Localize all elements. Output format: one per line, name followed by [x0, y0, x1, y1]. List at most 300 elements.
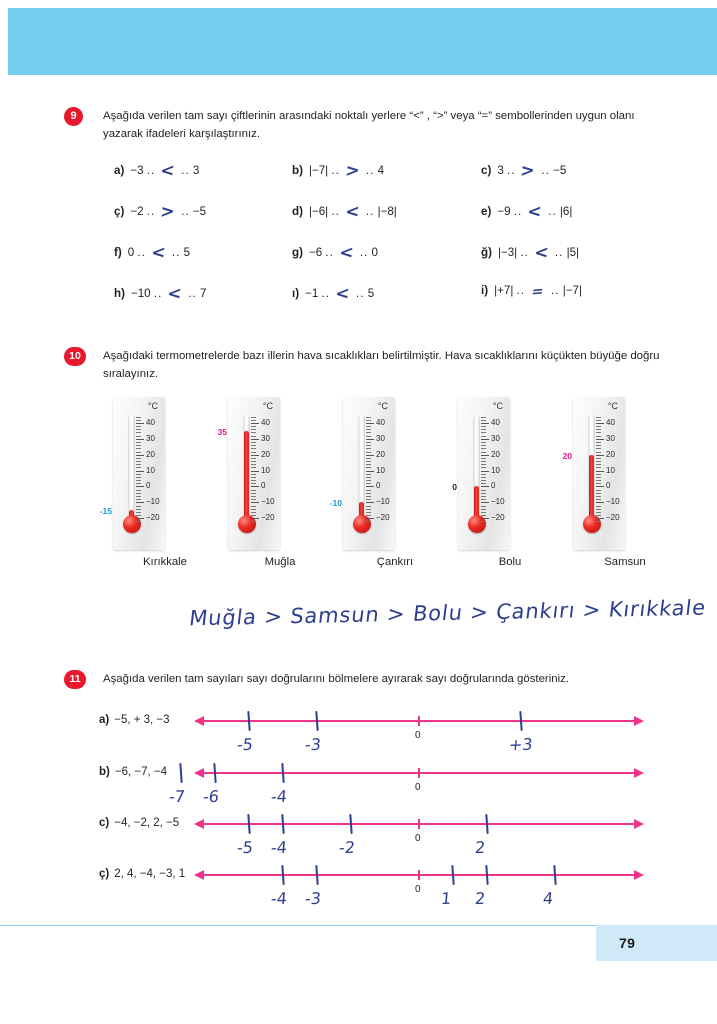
arrow-left-icon — [194, 716, 204, 726]
zero-label: 0 — [415, 730, 421, 741]
right-operand: −5 — [553, 164, 567, 177]
tick-minor — [251, 461, 256, 462]
tick-minor — [136, 496, 141, 497]
dotted-blank[interactable]: .. < .. — [137, 242, 181, 264]
tick-major — [596, 455, 604, 456]
tick-major — [596, 518, 604, 519]
number-line-label — [99, 817, 179, 829]
tick-minor — [481, 467, 486, 468]
left-operand: |−3| — [497, 246, 518, 259]
right-operand: 4 — [377, 164, 385, 177]
arrow-left-icon — [194, 819, 204, 829]
zero-label: 0 — [415, 782, 421, 793]
scale-label: 10 — [261, 465, 270, 475]
tick-minor — [366, 464, 371, 465]
thermometer-çankırı — [329, 397, 414, 568]
tick-minor — [596, 429, 601, 430]
scale-label: −10 — [376, 497, 390, 507]
dotted-blank[interactable]: .. < .. — [153, 283, 197, 305]
thermometer-card — [99, 397, 165, 550]
temperature-scale — [596, 415, 622, 523]
left-operand: |+7| — [494, 284, 514, 297]
zero-tick — [418, 870, 420, 880]
tick-minor — [596, 483, 601, 484]
dotted-blank[interactable]: .. > .. — [146, 201, 190, 223]
tick-minor — [481, 436, 486, 437]
tick-minor — [251, 509, 256, 510]
right-operand: 5 — [183, 246, 191, 259]
comparison-item-a — [103, 161, 292, 202]
tick-minor — [366, 458, 371, 459]
number-list: 2, 4, −4, −3, 1 — [114, 868, 186, 880]
tick-minor — [596, 506, 601, 507]
temperature-scale — [366, 415, 392, 523]
tick-minor — [136, 506, 141, 507]
tick-minor — [251, 420, 256, 421]
handwritten-number: -7 — [168, 786, 186, 807]
tick-minor — [136, 461, 141, 462]
tick-major — [251, 518, 259, 519]
tick-major — [596, 471, 604, 472]
celsius-unit: °C — [147, 401, 158, 411]
scale-label: 40 — [261, 417, 270, 427]
arrow-right-icon — [634, 716, 644, 726]
tick-minor — [481, 458, 486, 459]
tick-major — [251, 471, 259, 472]
tick-minor — [481, 461, 486, 462]
handwritten-answer: < — [344, 201, 362, 223]
number-line-label — [99, 766, 167, 778]
dotted-blank[interactable]: .. < .. — [513, 201, 557, 223]
item-label: c) — [481, 164, 492, 177]
tick-minor — [251, 448, 256, 449]
handwritten-answer: < — [166, 283, 185, 305]
question-9-badge: 9 — [64, 107, 83, 126]
tick-minor — [366, 417, 371, 418]
scale-label: 20 — [146, 449, 155, 459]
tick-major — [596, 423, 604, 424]
tick-minor — [251, 467, 256, 468]
city-label: Bolu — [498, 556, 522, 568]
arrow-left-icon — [194, 768, 204, 778]
handwritten-number: -3 — [304, 734, 322, 755]
tick-minor — [596, 442, 601, 443]
temperature-value-label: -15 — [99, 506, 112, 517]
item-label: f) — [114, 246, 122, 259]
number-list: −6, −7, −4 — [114, 766, 167, 778]
tick-minor — [481, 512, 486, 513]
dotted-blank[interactable]: .. < .. — [321, 283, 365, 305]
handwritten-answer: > — [159, 201, 177, 223]
handwritten-tick — [451, 865, 454, 885]
comparison-item-d — [292, 202, 481, 243]
left-operand: −1 — [305, 287, 319, 300]
handwritten-tick — [213, 763, 216, 783]
item-label: a) — [99, 714, 110, 726]
tick-minor — [481, 483, 486, 484]
comparison-item-e — [481, 202, 661, 243]
tick-minor — [596, 512, 601, 513]
temperature-scale — [136, 415, 162, 523]
left-operand: −3 — [130, 164, 144, 177]
tick-minor — [596, 452, 601, 453]
tick-minor — [481, 506, 486, 507]
right-operand: |−7| — [562, 284, 582, 297]
tick-minor — [481, 499, 486, 500]
zero-tick — [418, 819, 420, 829]
question-11-badge: 11 — [64, 670, 86, 689]
handwritten-number: -4 — [270, 786, 288, 807]
handwritten-tick — [485, 814, 488, 834]
tick-minor — [136, 467, 141, 468]
tick-minor — [251, 445, 256, 446]
tick-minor — [481, 496, 486, 497]
thermometer-row — [99, 397, 646, 587]
scale-label: 10 — [491, 465, 500, 475]
tick-minor — [251, 452, 256, 453]
tick-minor — [366, 474, 371, 475]
temperature-value-label: 35 — [217, 426, 227, 437]
tick-minor — [136, 509, 141, 510]
left-operand: −10 — [130, 287, 151, 300]
axis-line — [203, 874, 635, 909]
celsius-unit: °C — [377, 401, 388, 411]
tick-major — [596, 439, 604, 440]
tick-minor — [481, 432, 486, 433]
tick-minor — [596, 480, 601, 481]
zero-tick — [418, 768, 420, 778]
tick-minor — [251, 521, 256, 522]
thermometer-muğla — [217, 397, 296, 568]
right-operand: 5 — [367, 287, 375, 300]
tick-minor — [481, 509, 486, 510]
tick-minor — [251, 429, 256, 430]
axis-line — [203, 823, 635, 858]
tick-major — [366, 486, 374, 487]
tick-minor — [251, 480, 256, 481]
thermometer-bolu — [452, 397, 522, 568]
handwritten-tick — [247, 814, 250, 834]
mercury-column — [589, 455, 594, 523]
scale-label: 30 — [261, 433, 270, 443]
tick-minor — [251, 490, 256, 491]
tick-minor — [481, 521, 486, 522]
comparison-row — [103, 284, 683, 325]
tick-major — [251, 455, 259, 456]
tick-minor — [596, 521, 601, 522]
tick-minor — [596, 509, 601, 510]
celsius-unit: °C — [492, 401, 503, 411]
handwritten-number: -5 — [236, 734, 254, 755]
number-line-a — [0, 708, 717, 760]
tick-minor — [366, 506, 371, 507]
question-9-text: Aşağıda verilen tam sayı çiftlerinin arasındaki noktalı yerlere “<” , “>” veya “=” sembollerinden uygun olanı yazarak ifadeleri karşılaştırınız. — [103, 110, 635, 141]
tick-minor — [366, 509, 371, 510]
tick-minor — [596, 490, 601, 491]
scale-label: −10 — [606, 497, 620, 507]
celsius-unit: °C — [607, 401, 618, 411]
city-label: Samsun — [604, 556, 646, 568]
tick-major — [481, 471, 489, 472]
item-label: i) — [481, 284, 489, 297]
tick-minor — [366, 499, 371, 500]
tick-minor — [366, 515, 371, 516]
tick-minor — [136, 436, 141, 437]
tick-minor — [366, 429, 371, 430]
comparison-item-ç — [103, 202, 292, 243]
scale-label: −10 — [146, 497, 160, 507]
handwritten-answer: < — [150, 242, 168, 264]
handwritten-number: -5 — [236, 837, 254, 858]
zero-label: 0 — [415, 884, 421, 895]
tick-minor — [596, 467, 601, 468]
dotted-blank[interactable]: .. < .. — [325, 242, 369, 264]
tick-minor — [251, 426, 256, 427]
dotted-blank[interactable]: .. < .. — [331, 201, 375, 223]
handwritten-tick — [281, 763, 284, 783]
tick-minor — [251, 432, 256, 433]
scale-label: 30 — [376, 433, 385, 443]
handwritten-answer: < — [334, 283, 352, 305]
tick-major — [136, 439, 144, 440]
right-operand: 7 — [200, 287, 207, 300]
dotted-blank[interactable]: .. > .. — [331, 160, 375, 182]
tick-minor — [251, 496, 256, 497]
tick-minor — [251, 493, 256, 494]
scale-label: 20 — [606, 449, 615, 459]
arrow-right-icon — [634, 768, 644, 778]
handwritten-tick — [485, 865, 488, 885]
dotted-blank[interactable]: .. < .. — [520, 242, 564, 264]
scale-label: 40 — [491, 417, 500, 427]
comparison-item-c — [481, 161, 661, 202]
tick-minor — [366, 496, 371, 497]
scale-label: 30 — [491, 433, 500, 443]
handwritten-tick — [315, 711, 318, 731]
question-11-text: Aşağıda verilen tam sayıları sayı doğrularını bölmelere ayırarak sayı doğrularında gösteriniz. — [103, 673, 569, 685]
comparison-item-g — [292, 243, 481, 284]
handwritten-tick — [315, 865, 318, 885]
tick-minor — [596, 448, 601, 449]
q10-handwritten-answer: Muğla > Samsun > Bolu > Çankırı > Kırıkkale — [187, 595, 708, 631]
left-operand: 3 — [497, 164, 504, 177]
tick-minor — [136, 493, 141, 494]
mercury-column — [244, 431, 249, 523]
tick-minor — [596, 496, 601, 497]
comparison-item-f — [103, 243, 292, 284]
footer-rule — [0, 925, 600, 926]
tick-minor — [136, 480, 141, 481]
tick-major — [366, 502, 374, 503]
tick-minor — [136, 464, 141, 465]
tick-minor — [251, 436, 256, 437]
tick-minor — [136, 483, 141, 484]
page-number-box — [596, 925, 717, 961]
scale-label: 10 — [606, 465, 615, 475]
tick-minor — [366, 432, 371, 433]
tick-minor — [596, 432, 601, 433]
tick-major — [136, 423, 144, 424]
item-label: ğ) — [481, 246, 492, 259]
handwritten-answer: = — [530, 283, 546, 301]
tick-major — [481, 439, 489, 440]
left-operand: 0 — [127, 246, 135, 259]
handwritten-number: 1 — [440, 888, 453, 909]
celsius-unit: °C — [262, 401, 273, 411]
tick-major — [251, 502, 259, 503]
tick-major — [136, 502, 144, 503]
tick-minor — [251, 483, 256, 484]
tick-minor — [136, 429, 141, 430]
scale-label: 40 — [146, 417, 155, 427]
tick-major — [136, 455, 144, 456]
tick-minor — [136, 477, 141, 478]
item-label: ç) — [99, 868, 110, 880]
handwritten-tick — [519, 711, 522, 731]
handwritten-number: +3 — [508, 734, 534, 755]
tick-minor — [136, 490, 141, 491]
axis-line — [203, 720, 635, 755]
tick-minor — [481, 445, 486, 446]
right-operand: −5 — [192, 205, 207, 218]
axis-line — [168, 772, 635, 807]
tick-minor — [596, 477, 601, 478]
handwritten-number: -4 — [270, 888, 288, 909]
tick-minor — [596, 420, 601, 421]
tick-major — [366, 455, 374, 456]
tick-minor — [251, 477, 256, 478]
tick-minor — [481, 420, 486, 421]
left-operand: −2 — [130, 205, 144, 218]
handwritten-number: -2 — [338, 837, 356, 858]
scale-label: 0 — [376, 481, 381, 491]
scale-label: 40 — [376, 417, 385, 427]
scale-label: 40 — [606, 417, 615, 427]
tick-minor — [251, 515, 256, 516]
temperature-value-label: 0 — [452, 482, 457, 493]
tick-minor — [136, 445, 141, 446]
tick-minor — [136, 442, 141, 443]
thermometer-card — [217, 397, 280, 550]
item-label: b) — [99, 766, 110, 778]
tick-minor — [596, 515, 601, 516]
left-operand: −9 — [497, 205, 511, 218]
handwritten-number: -6 — [202, 786, 220, 807]
comparison-grid — [103, 161, 683, 325]
tick-minor — [481, 417, 486, 418]
tick-minor — [366, 512, 371, 513]
zero-tick — [418, 716, 420, 726]
tick-minor — [481, 474, 486, 475]
scale-label: −20 — [146, 513, 160, 523]
scale-label: 0 — [491, 481, 496, 491]
number-line-c — [0, 811, 717, 863]
tick-minor — [481, 442, 486, 443]
dotted-blank[interactable]: .. = .. — [516, 283, 560, 301]
arrow-left-icon — [194, 870, 204, 880]
thermometer-card — [452, 397, 510, 550]
zero-label: 0 — [415, 833, 421, 844]
item-label: b) — [292, 164, 303, 177]
tick-minor — [251, 442, 256, 443]
scale-label: −20 — [376, 513, 390, 523]
tick-minor — [481, 429, 486, 430]
scale-label: 0 — [146, 481, 151, 491]
tick-major — [251, 439, 259, 440]
tick-minor — [366, 467, 371, 468]
tick-minor — [251, 506, 256, 507]
right-operand: 3 — [192, 164, 200, 177]
number-line-ç — [0, 862, 717, 914]
tick-minor — [251, 417, 256, 418]
right-operand: |6| — [559, 205, 573, 218]
question-10-text: Aşağıdaki termometrelerde bazı illerin hava sıcaklıkları belirtilmiştir. Hava sıcaklıklarını küçükten büyüğe doğru sıralayınız. — [103, 350, 660, 381]
handwritten-tick — [281, 865, 284, 885]
dotted-blank[interactable]: .. > .. — [507, 160, 550, 182]
comparison-item-i — [481, 284, 661, 325]
tick-major — [596, 502, 604, 503]
handwritten-number: 2 — [474, 837, 487, 858]
temperature-value-label: -10 — [329, 498, 342, 509]
tick-minor — [596, 474, 601, 475]
tick-minor — [366, 442, 371, 443]
temperature-value-label: 20 — [562, 450, 572, 461]
left-operand: −6 — [308, 246, 323, 259]
tick-minor — [366, 480, 371, 481]
tick-major — [481, 518, 489, 519]
tick-minor — [481, 490, 486, 491]
dotted-blank[interactable]: .. < .. — [146, 160, 190, 182]
tick-minor — [596, 493, 601, 494]
tick-minor — [481, 426, 486, 427]
tick-minor — [366, 426, 371, 427]
tick-minor — [481, 448, 486, 449]
handwritten-answer: < — [338, 242, 356, 264]
tick-minor — [596, 464, 601, 465]
page-number: 79 — [619, 935, 636, 951]
scale-label: 20 — [261, 449, 270, 459]
tick-minor — [136, 512, 141, 513]
tick-minor — [136, 515, 141, 516]
comparison-item-b — [292, 161, 481, 202]
scale-label: 0 — [261, 481, 266, 491]
right-operand: |5| — [566, 246, 580, 259]
tick-minor — [481, 464, 486, 465]
handwritten-tick — [281, 814, 284, 834]
handwritten-answer: < — [533, 242, 551, 264]
scale-label: −20 — [491, 513, 505, 523]
tick-minor — [251, 464, 256, 465]
handwritten-number: -3 — [304, 888, 322, 909]
tick-major — [481, 423, 489, 424]
tick-minor — [366, 452, 371, 453]
tick-minor — [366, 490, 371, 491]
scale-label: 20 — [491, 449, 500, 459]
tick-major — [481, 455, 489, 456]
scale-label: −10 — [491, 497, 505, 507]
scale-label: −10 — [261, 497, 275, 507]
tick-minor — [251, 458, 256, 459]
arrow-right-icon — [634, 870, 644, 880]
tick-minor — [136, 426, 141, 427]
tick-minor — [366, 483, 371, 484]
handwritten-tick — [553, 865, 556, 885]
item-label: d) — [292, 205, 303, 218]
thermometer-card — [562, 397, 625, 550]
tick-minor — [251, 512, 256, 513]
tick-minor — [366, 521, 371, 522]
tick-major — [596, 486, 604, 487]
